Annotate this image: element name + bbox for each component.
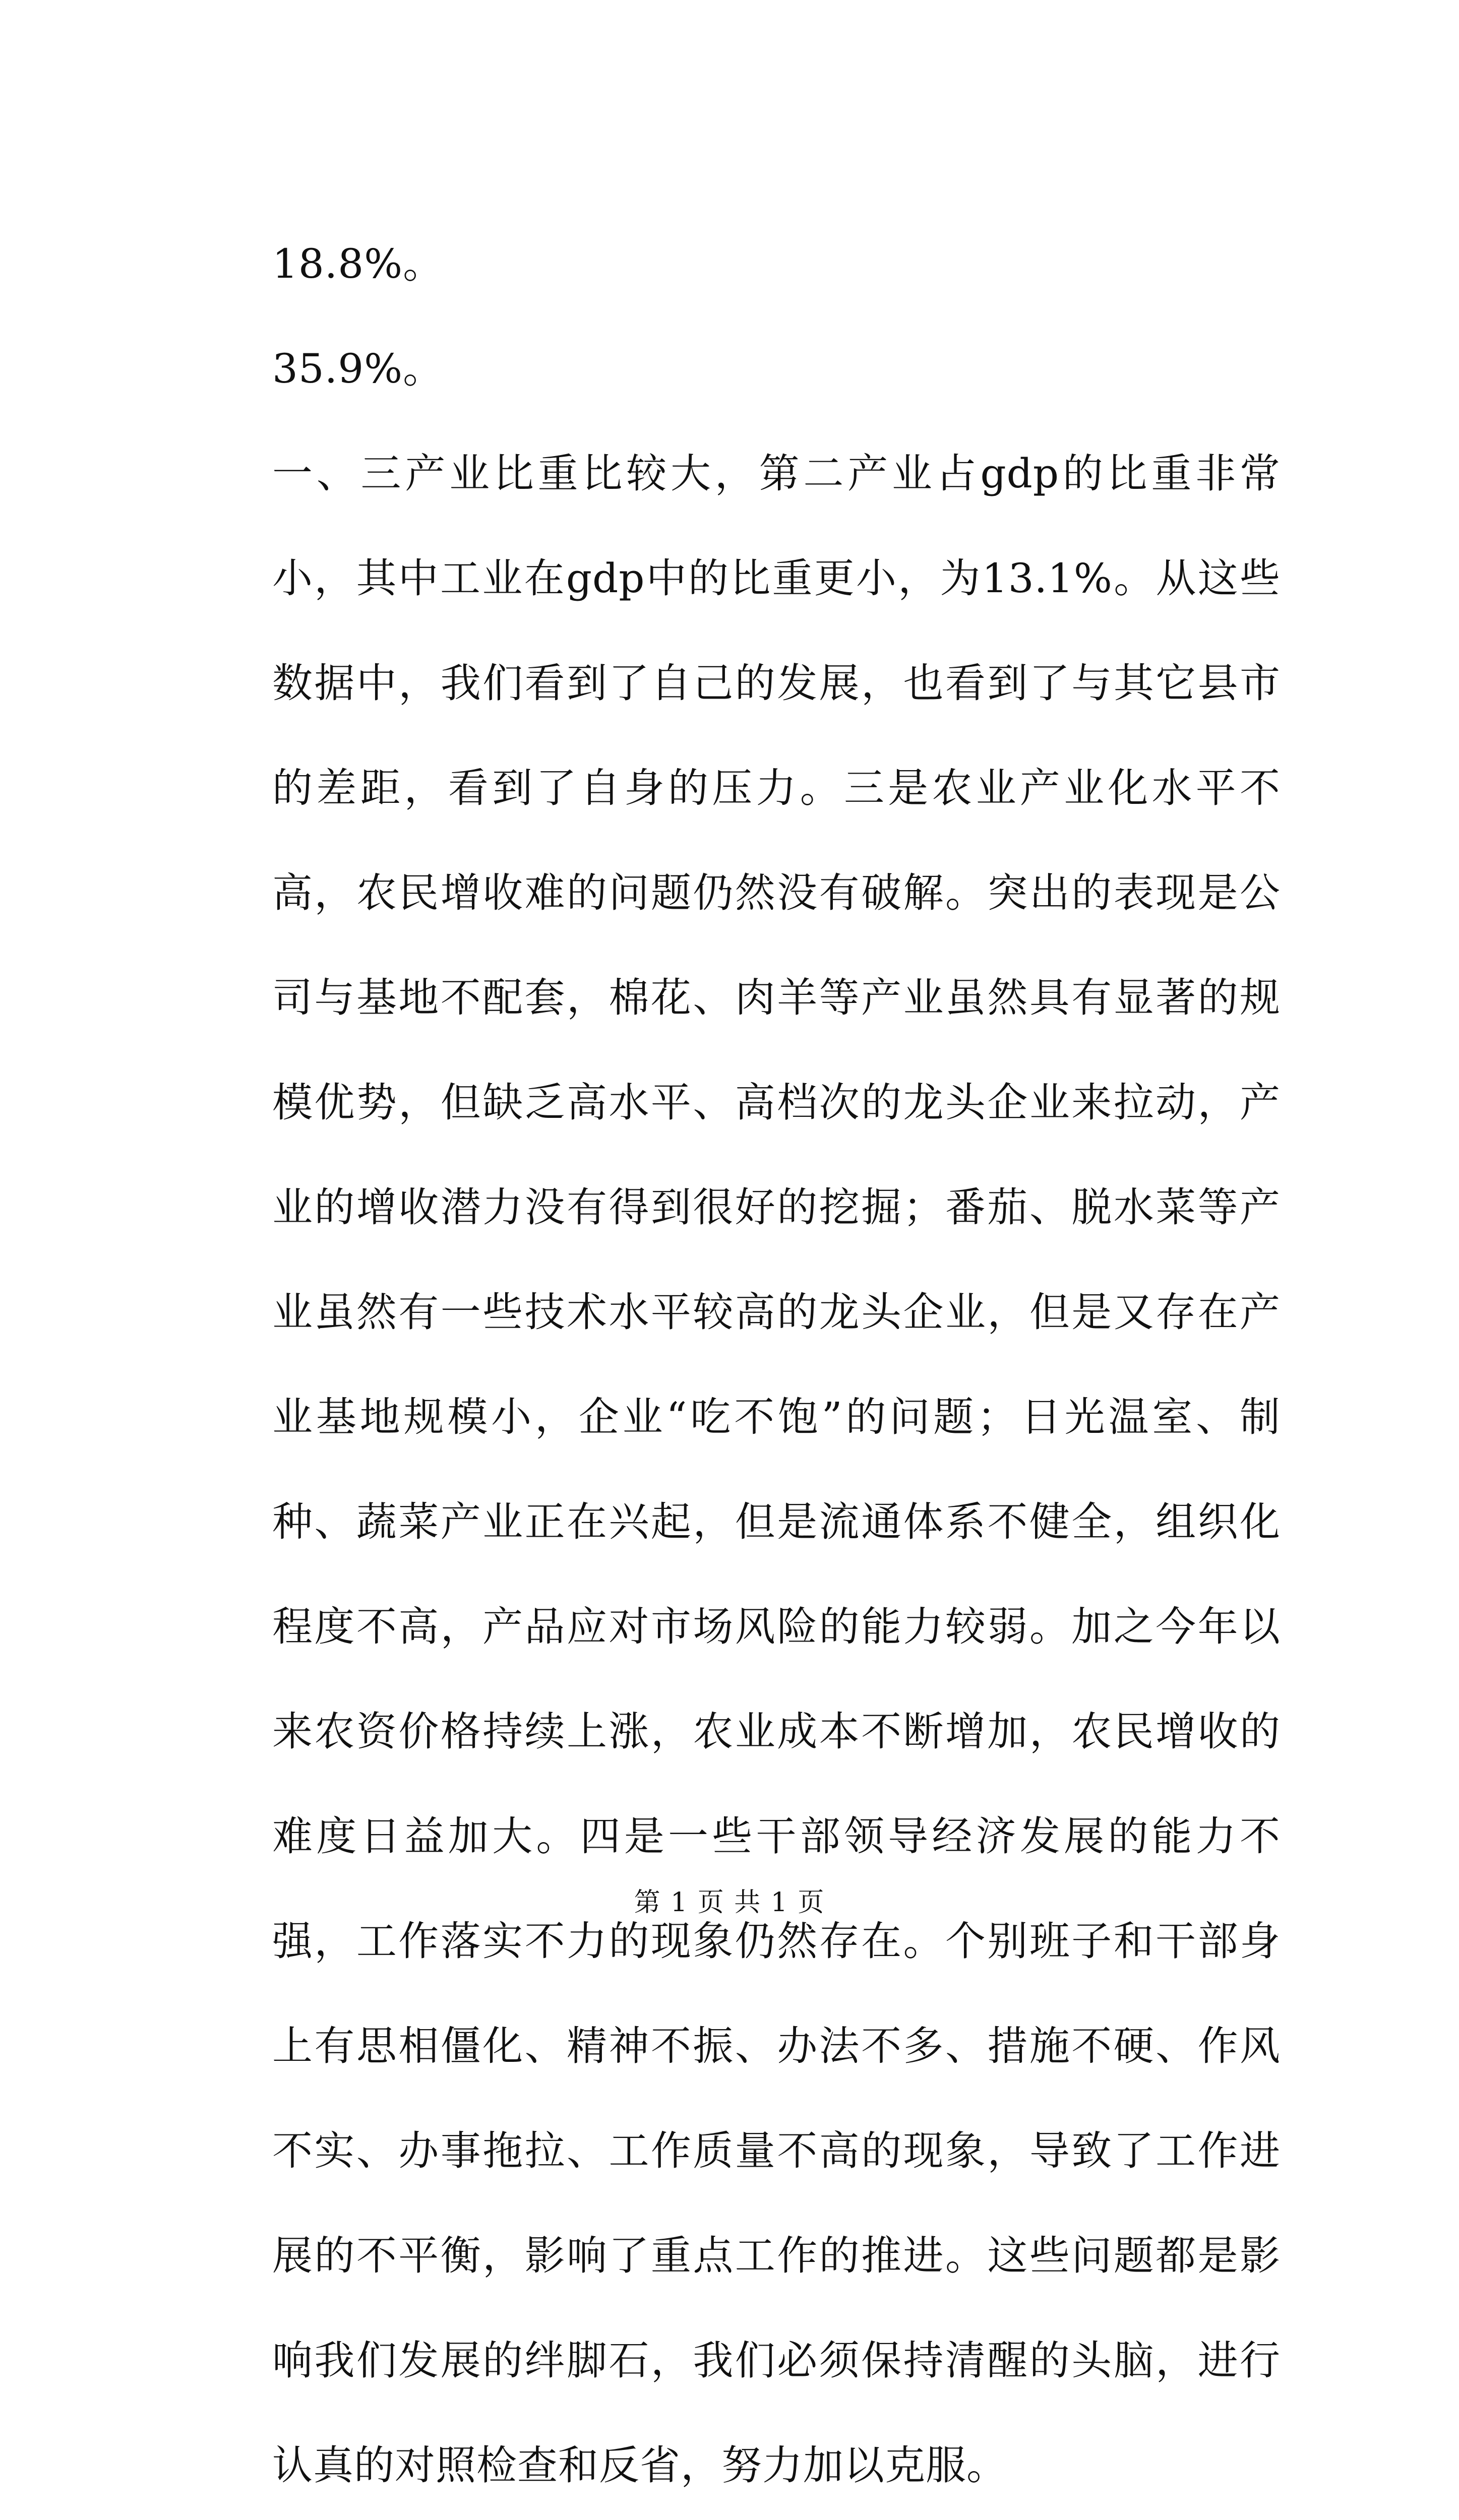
paragraph-3	[272, 421, 1281, 2518]
paragraph-3-text: 一、三产业比重比较大，第二产业占gdp的比重非常小，其中工业在gdp中的比重更小，为13.1%。从这些数据中，我们看到了自己的发展，也看到了与其它县市的差距，看到了自身的压力。三是农业产业化水平不高，农民增收难的问题仍然没有破解。突出的表现是公司与基地不配套，棉花、肉羊等产业虽然具有显著的规模优势，但缺乏高水平、高档次的龙头企业来拉动，产业的增收潜力没有得到很好的挖掘；番茄、脱水菜等产业虽然有一些技术水平较高的龙头企业，但是又存在产业基地规模小，企业“吃不饱”的问题；日光温室、制种、蔬菜产业正在兴起，但是流通体系不健全，组织化程度不高，产品应对市场风险的能力较弱。加之今年以来农资价格持续上涨，农业成本不断增加，农民增收的难度日益加大。四是一些干部领导经济发展的能力不强，工作落实不力的现象仍然存在。个别班子和干部身上有思相僵化、精神不振、办法不多、措施不硬、作风不实、办事拖拉、工作质量不高的现象，导致了工作进展的不平衡，影响了重点工作的推进。这些问题都是影响我们发展的绊脚石，我们必须保持清醒的头脑，进行认真的对照检查和反省，努力加以克服。	[272, 450, 1281, 2489]
paragraph-1	[272, 212, 1281, 317]
paragraph-2-text: 35.9%。	[272, 345, 444, 392]
paragraph-1-text: 18.8%。	[272, 240, 444, 287]
document-body	[272, 212, 1281, 2520]
paragraph-4	[272, 2518, 1281, 2520]
page-number-label: 第 1 页 共 1 页	[634, 1887, 825, 1918]
page-footer	[0, 1881, 1459, 1919]
paragraph-2	[272, 317, 1281, 421]
